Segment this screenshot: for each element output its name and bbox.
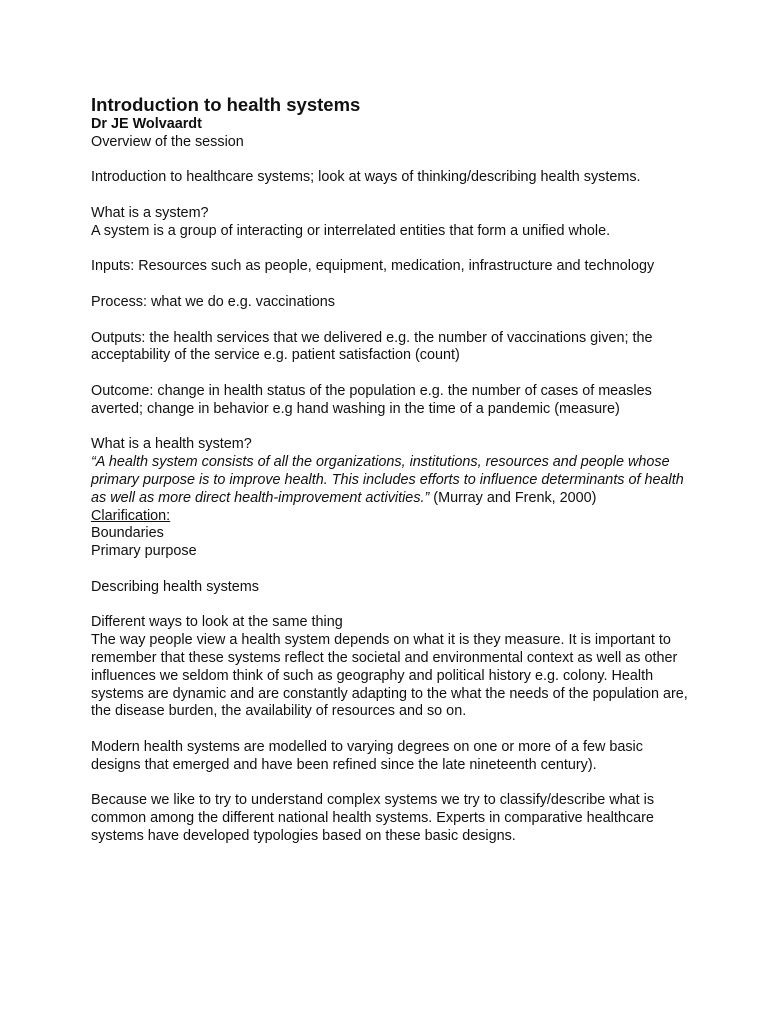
process-paragraph: Process: what we do e.g. vaccinations (91, 293, 335, 310)
classify-paragraph: Because we like to try to understand complex systems we try to classify/describe what is common among the different national health systems. Experts in comparative healthcare systems have developed typologies based on these basic designs. (91, 792, 655, 844)
document-title: Introduction to health systems (91, 94, 361, 115)
session-overview-heading: Overview of the session (91, 133, 244, 150)
system-question: What is a system? (91, 204, 209, 221)
inputs-paragraph: Inputs: Resources such as people, equipment, medication, infrastructure and technology (91, 258, 655, 275)
health-system-definition-block (91, 436, 691, 561)
system-definition-block (91, 205, 691, 241)
modern-systems-paragraph: Modern health systems are modelled to varying degrees on one or more of a few basic designs that emerged and have been refined since the late nineteenth century). (91, 738, 643, 773)
system-answer: A system is a group of interacting or interrelated entities that form a unified whole. (91, 222, 611, 239)
outcome-paragraph: Outcome: change in health status of the population e.g. the number of cases of measles averted; change in behavior e.g hand washing in the time of a pandemic (measure) (91, 382, 652, 417)
different-ways-heading: Different ways to look at the same thing (91, 614, 343, 631)
author-name: Dr JE Wolvaardt (91, 116, 202, 132)
health-system-question: What is a health system? (91, 436, 252, 453)
clarification-label: Clarification: (91, 507, 171, 524)
different-ways-block (91, 614, 691, 721)
clarification-item: Boundaries (91, 525, 164, 542)
clarification-item: Primary purpose (91, 543, 197, 560)
view-paragraph: The way people view a health system depends on what it is they measure. It is important to remember that these systems reflect the societal and environmental context as well as other influences we seldom think of such as geography and political history e.g. colony. Health systems are dynamic and are constantly adapting to the what the needs of the population are, the disease burden, the availability of resources and so on. (91, 632, 688, 720)
describing-heading: Describing health systems (91, 578, 259, 595)
intro-paragraph: Introduction to healthcare systems; look at ways of thinking/describing health systems. (91, 169, 641, 186)
health-system-quote-group (91, 454, 684, 506)
document-page (91, 94, 691, 863)
health-system-quote: “A health system consists of all the organizations, institutions, resources and people whose primary purpose is to improve health. This includes efforts to influence determinants of health as well as more direct health-improvement activities.” (91, 454, 684, 506)
quote-citation: (Murray and Frenk, 2000) (429, 489, 597, 506)
outputs-paragraph: Outputs: the health services that we delivered e.g. the number of vaccinations given; the acceptability of the service e.g. patient satisfaction (count) (91, 329, 653, 364)
